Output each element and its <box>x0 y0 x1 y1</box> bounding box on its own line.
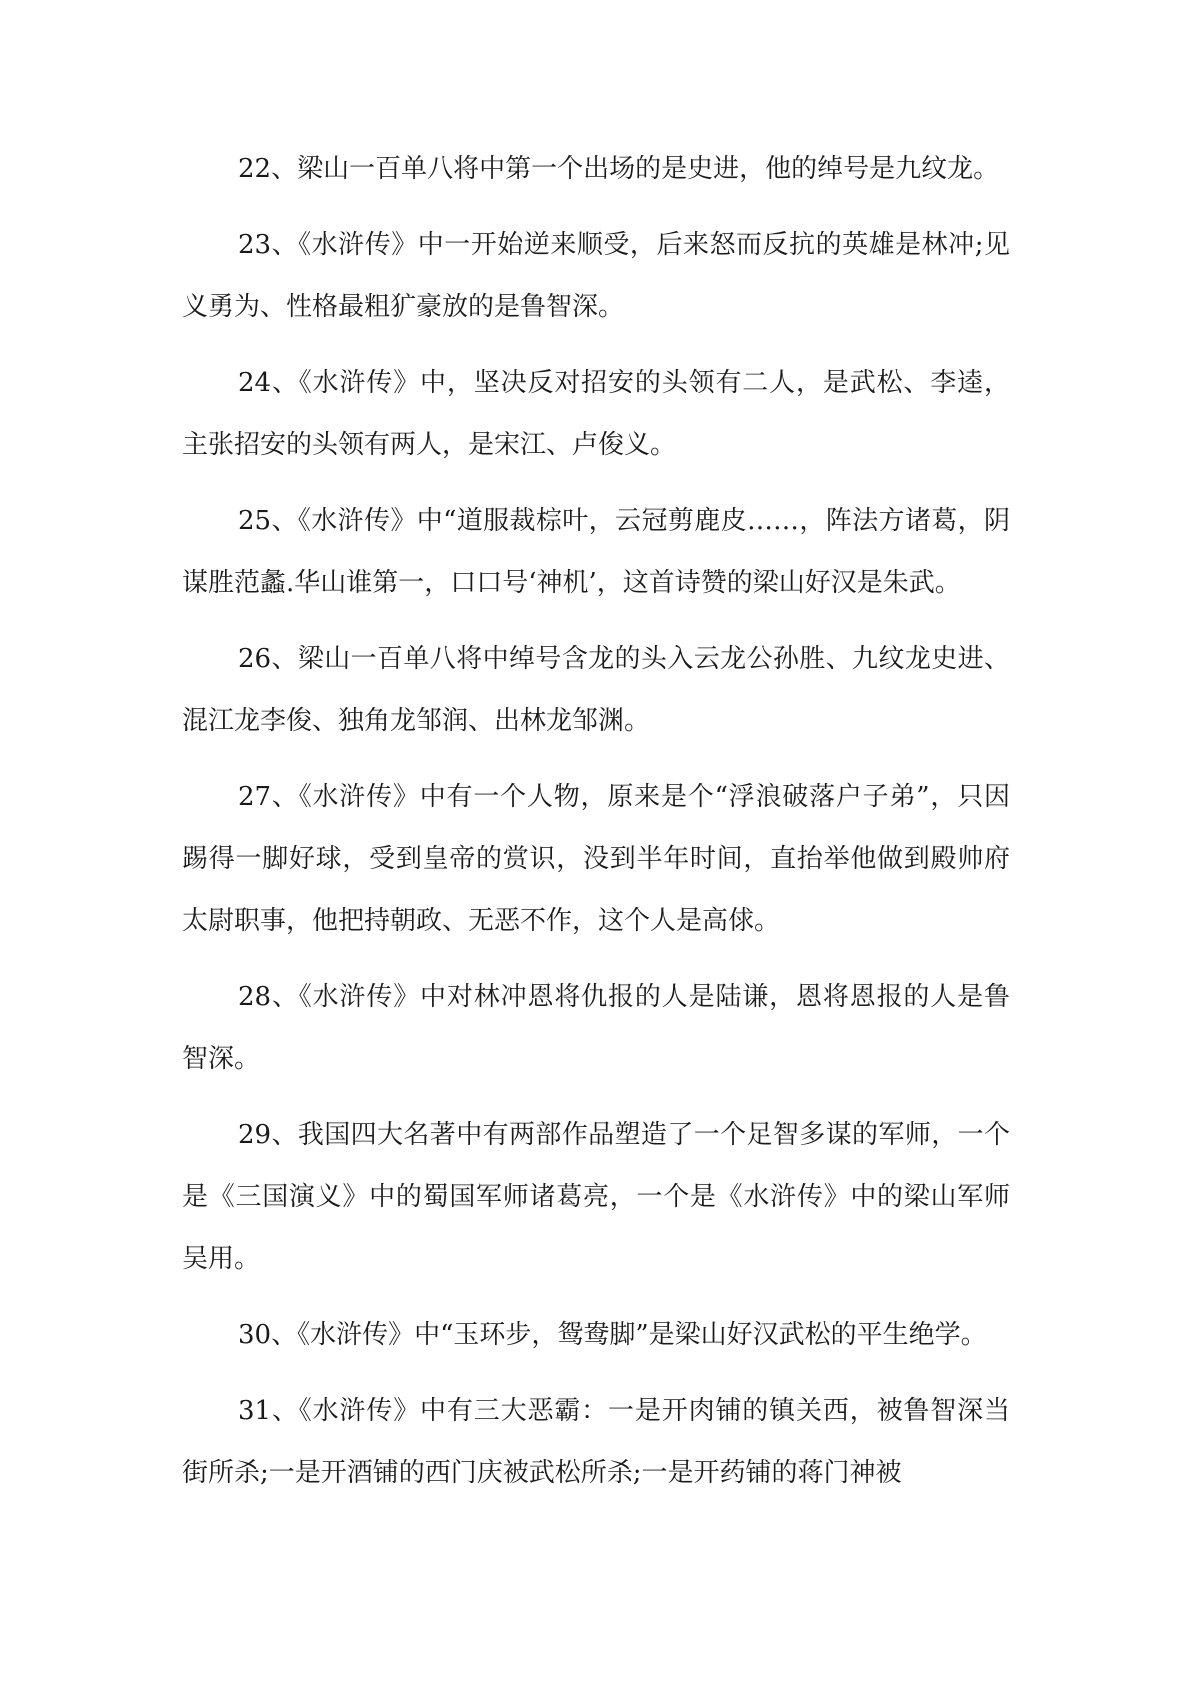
paragraph-22: 22、梁山一百单八将中第一个出场的是史进，他的绰号是九纹龙。 <box>238 154 1000 184</box>
paragraph-27: 27、《水浒传》中有一个人物，原来是个“浮浪破落户子弟”，只因踢得一脚好球，受到皇帝的赏识，没到半年时间，直抬举他做到殿帅府太尉职事，他把持朝政、无恶不作，这个人是高俅。 <box>182 782 1010 936</box>
paragraph-26: 26、梁山一百单八将中绰号含龙的头入云龙公孙胜、九纹龙史进、混江龙李俊、独角龙邹润、出林龙邹渊。 <box>182 644 1010 736</box>
paragraph-29: 29、我国四大名著中有两部作品塑造了一个足智多谋的军师，一个是《三国演义》中的蜀国军师诸葛亮，一个是《水浒传》中的梁山军师吴用。 <box>182 1120 1010 1274</box>
paragraph-31: 31、《水浒传》中有三大恶霸：一是开肉铺的镇关西，被鲁智深当街所杀;一是开酒铺的西门庆被武松所杀;一是开药铺的蒋门神被 <box>182 1396 1010 1488</box>
paragraph-28: 28、《水浒传》中对林冲恩将仇报的人是陆谦，恩将恩报的人是鲁智深。 <box>182 982 1010 1074</box>
paragraph-30: 30、《水浒传》中“玉环步，鸳鸯脚”是梁山好汉武松的平生绝学。 <box>238 1320 987 1350</box>
paragraph-23: 23、《水浒传》中一开始逆来顺受，后来怒而反抗的英雄是林冲;见义勇为、性格最粗犷豪放的是鲁智深。 <box>182 230 1010 322</box>
paragraph-25: 25、《水浒传》中“道服裁棕叶，云冠剪鹿皮……，阵法方诸葛，阴谋胜范蠡.华山谁第一，口口号‘神机’，这首诗赞的梁山好汉是朱武。 <box>182 506 1010 598</box>
document-body <box>182 138 1010 1518</box>
paragraph-24: 24、《水浒传》中，坚决反对招安的头领有二人，是武松、李逵，主张招安的头领有两人，是宋江、卢俊义。 <box>182 368 1010 460</box>
